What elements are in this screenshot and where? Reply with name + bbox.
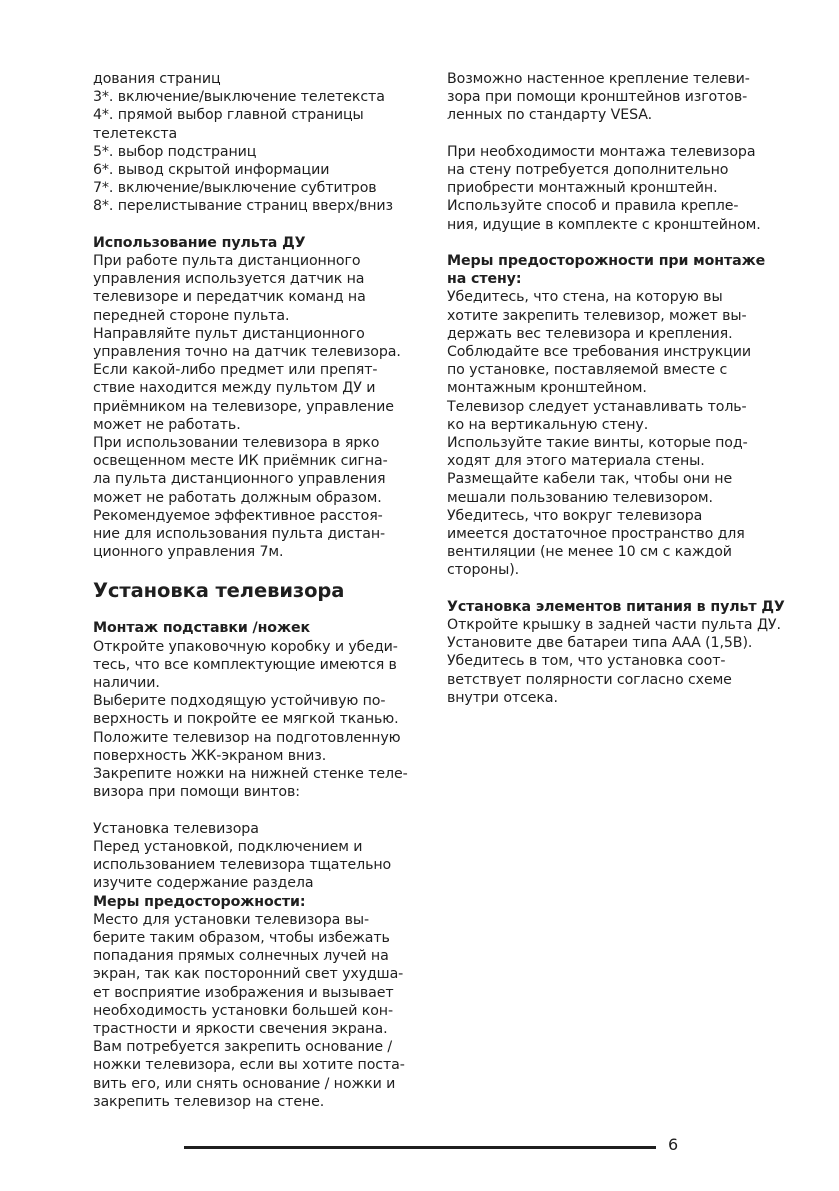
text-line: зора при помощи кронштейнов изготов- [447,89,748,106]
text-line: Закрепите ножки на нижней стенке теле- [93,766,408,783]
text-line: ветствует полярности согласно схеме [447,671,732,688]
text-line: Рекомендуемое эффективное расстоя- [93,507,383,524]
list-line: 8*. перелистывание страниц вверх/вниз [93,198,393,215]
text-line: стороны). [447,562,520,579]
text-line: изучите содержание раздела [93,875,314,892]
text-line: При необходимости монтажа телевизора [447,143,756,160]
text-line: Выберите подходящую устойчивую по- [93,693,386,710]
left-column [93,70,429,1111]
text-line: ние для использования пульта дистан- [93,526,386,543]
text-line: ко на вертикальную стену. [447,416,649,433]
text-line: необходимость установки большей кон- [93,1002,393,1019]
text-line: Убедитесь, что вокруг телевизора [447,507,703,524]
text-line: держать вес телевизора и крепления. [447,325,733,342]
text-line: ет восприятие изображения и вызывает [93,984,394,1001]
list-line: 4*. прямой выбор главной страницы [93,107,364,124]
precautions-paragraph [93,911,429,1111]
text-line: верхность и покройте ее мягкой тканью. [93,711,399,728]
text-line: передней стороне пульта. [93,307,290,324]
list-line: 5*. выбор подстраниц [93,143,257,160]
text-line: Вам потребуется закрепить основание / [93,1039,393,1056]
stand-heading: Монтаж подставки /ножек [93,620,311,637]
text-line: Откройте упаковочную коробку и убеди- [93,638,398,655]
list-line: телетекста [93,125,178,142]
list-line: дования страниц [93,71,221,87]
text-line: вить его, или снять основание / ножки и [93,1075,396,1092]
text-line: использованием телевизора тщательно [93,857,392,874]
text-line: попадания прямых солнечных лучей на [93,948,389,965]
text-line: экран, так как посторонний свет ухудша- [93,966,404,983]
footer-rule [184,1146,656,1149]
text-line: внутри отсека. [447,689,558,706]
list-line: 6*. вывод скрытой информации [93,162,330,179]
text-line: Используйте способ и правила крепле- [447,198,739,215]
text-line: Откройте крышку в задней части пульта ДУ. [447,617,781,634]
text-line: мешали пользованию телевизором. [447,489,713,506]
text-line: Убедитесь, что стена, на которую вы [447,289,723,306]
text-line: Если какой-либо предмет или препят- [93,362,378,379]
bracket-paragraph [447,143,787,234]
right-column [447,70,787,707]
text-line: Используйте такие винты, которые под- [447,435,748,452]
text-line: Направляйте пульт дистанционного [93,325,365,342]
stand-paragraph [93,638,429,802]
text-line: ножки телевизора, если вы хотите поста- [93,1057,405,1074]
teletext-list [93,70,429,216]
battery-heading: Установка элементов питания в пульт ДУ [447,598,785,615]
text-line: При использовании телевизора в ярко [93,435,380,452]
text-line: трастности и яркости свечения экрана. [93,1020,388,1037]
text-line: Телевизор следует устанавливать толь- [447,398,747,415]
text-line: ния, идущие в комплекте с кронштейном. [447,216,761,233]
text-line: Возможно настенное крепление телеви- [447,71,750,87]
text-line: по установке, поставляемой вместе с [447,362,728,379]
text-line: вентиляции (не менее 10 см с каждой [447,544,732,561]
section-title: Установка телевизора [93,579,345,603]
text-line: Установка телевизора [93,820,259,837]
text-line: Место для установки телевизора вы- [93,911,370,928]
text-line: имеется достаточное пространство для [447,526,745,543]
text-line: берите таким образом, чтобы избежать [93,929,390,946]
text-line: может не работать. [93,416,241,433]
remote-paragraph [93,252,429,561]
text-line: освещенном месте ИК приёмник сигна- [93,453,388,470]
text-line: Перед установкой, подключением и [93,838,363,855]
list-line: 7*. включение/выключение субтитров [93,180,377,197]
text-line: управления точно на датчик телевизора. [93,344,401,361]
text-line: телевизоре и передатчик команд на [93,289,366,306]
text-line: ла пульта дистанционного управления [93,471,386,488]
text-line: ходят для этого материала стены. [447,453,705,470]
text-line: Установите две батареи типа ААА (1,5В). [447,635,753,652]
text-line: визора при помощи винтов: [93,784,300,801]
remote-heading: Использование пульта ДУ [93,234,306,251]
install-paragraph [93,820,429,893]
page-number: 6 [668,1135,679,1154]
precautions-heading: Меры предосторожности: [93,893,306,910]
text-line: Убедитесь в том, что установка соот- [447,653,726,670]
text-line: ционного управления 7м. [93,544,284,561]
heading-line: на стену: [447,271,522,288]
text-line: на стену потребуется дополнительно [447,162,729,178]
text-line: закрепить телевизор на стене. [93,1093,325,1110]
wall-heading [447,252,787,288]
wall-paragraph [447,288,787,579]
text-line: Положите телевизор на подготовленную [93,729,401,746]
text-line: поверхность ЖК-экраном вниз. [93,747,327,764]
text-line: Соблюдайте все требования инструкции [447,344,752,361]
text-line: ленных по стандарту VESA. [447,107,653,124]
text-line: может не работать должным образом. [93,489,382,506]
text-line: монтажным кронштейном. [447,380,647,397]
text-line: управления используется датчик на [93,271,365,288]
vesa-paragraph [447,70,787,125]
text-line: При работе пульта дистанционного [93,253,361,270]
text-line: наличии. [93,675,160,692]
text-line: приобрести монтажный кронштейн. [447,180,718,197]
text-line: приёмником на телевизоре, управление [93,398,394,415]
text-line: тесь, что все комплектующие имеются в [93,656,397,673]
list-line: 3*. включение/выключение телетекста [93,89,385,106]
text-line: ствие находится между пультом ДУ и [93,380,376,397]
text-line: хотите закрепить телевизор, может вы- [447,307,747,324]
heading-line: Меры предосторожности при монтаже [447,253,766,269]
text-line: Размещайте кабели так, чтобы они не [447,471,733,488]
battery-paragraph [447,616,787,707]
